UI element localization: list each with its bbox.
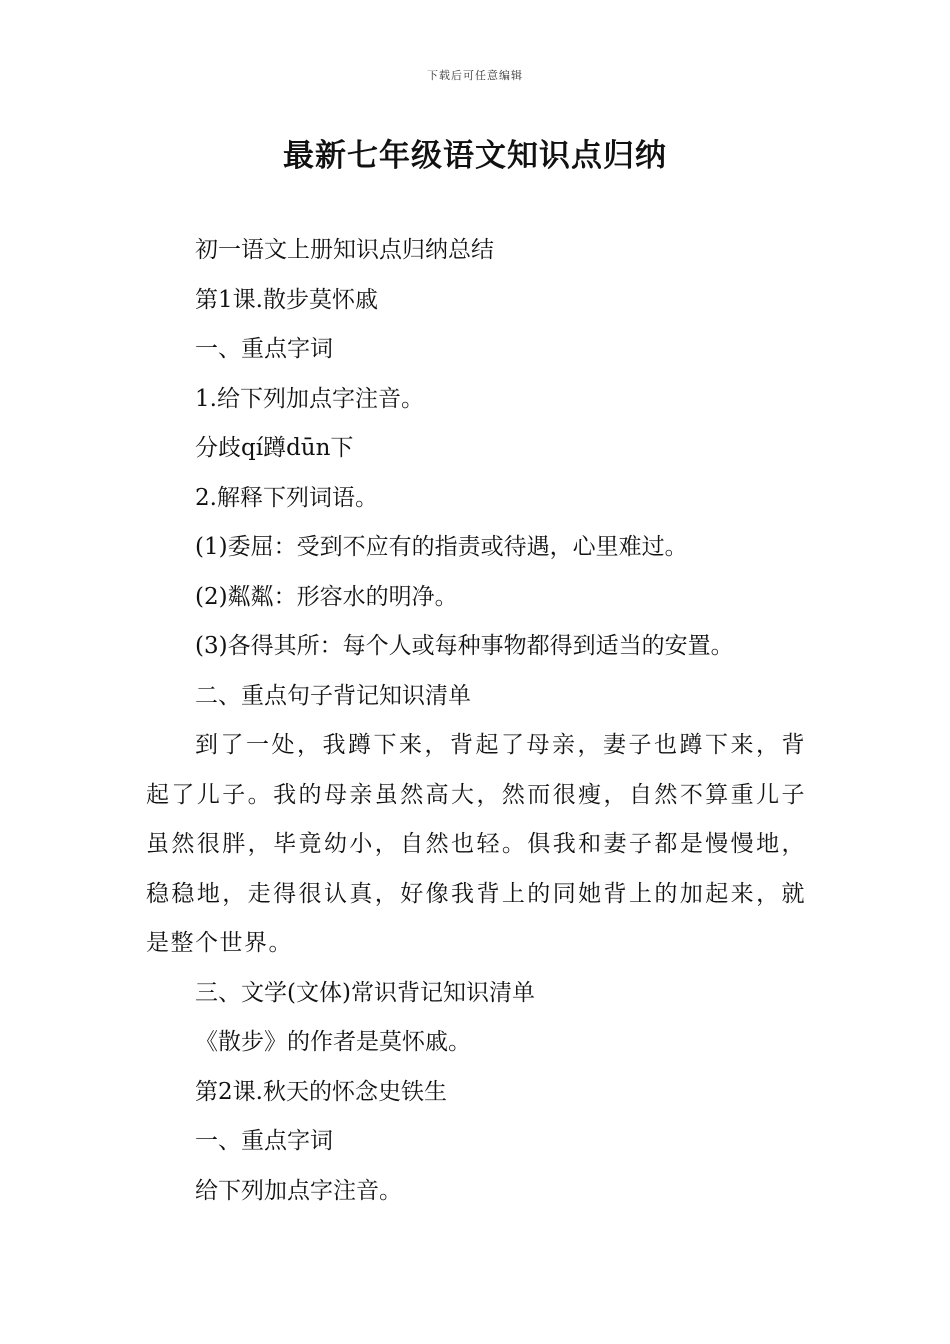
lesson-heading: 第1课.散步莫怀戚 [195,286,378,313]
text-line: 分歧qí蹲dūn下 [195,435,354,461]
section-heading: 二、重点句子背记知识清单 [195,682,471,709]
document-body [146,226,806,1216]
document-title: 最新七年级语文知识点归纳 [283,138,667,174]
header-note: 下载后可任意编辑 [427,69,523,82]
body-paragraph: 到了一处，我蹲下来，背起了母亲，妻子也蹲下来，背起了儿子。我的母亲虽然高大，然而很瘦，自然不算重儿子虽然很胖，毕竟幼小，自然也轻。俱我和妻子都是慢慢地，稳稳地，走得很认真，好像我背上的同她背上的加起来，就是整个世界。 [146,732,806,956]
text-line: (2)粼粼：形容水的明净。 [195,583,458,610]
section-heading: 一、重点字词 [195,1128,333,1154]
section-heading: 三、文学(文体)常识背记知识清单 [195,979,535,1006]
text-line: (1)委屈：受到不应有的指责或待遇，心里难过。 [195,534,688,560]
section-heading: 一、重点字词 [195,336,333,362]
text-line: 2.解释下列词语。 [195,484,378,511]
text-line: 1.给下列加点字注音。 [195,385,424,412]
lesson-heading: 第2课.秋天的怀念史铁生 [195,1078,447,1105]
text-line: 《散步》的作者是莫怀戚。 [195,1029,471,1055]
text-line: 初一语文上册知识点归纳总结 [195,237,494,263]
text-line: 给下列加点字注音。 [195,1177,402,1204]
text-line: (3)各得其所：每个人或每种事物都得到适当的安置。 [195,633,734,659]
